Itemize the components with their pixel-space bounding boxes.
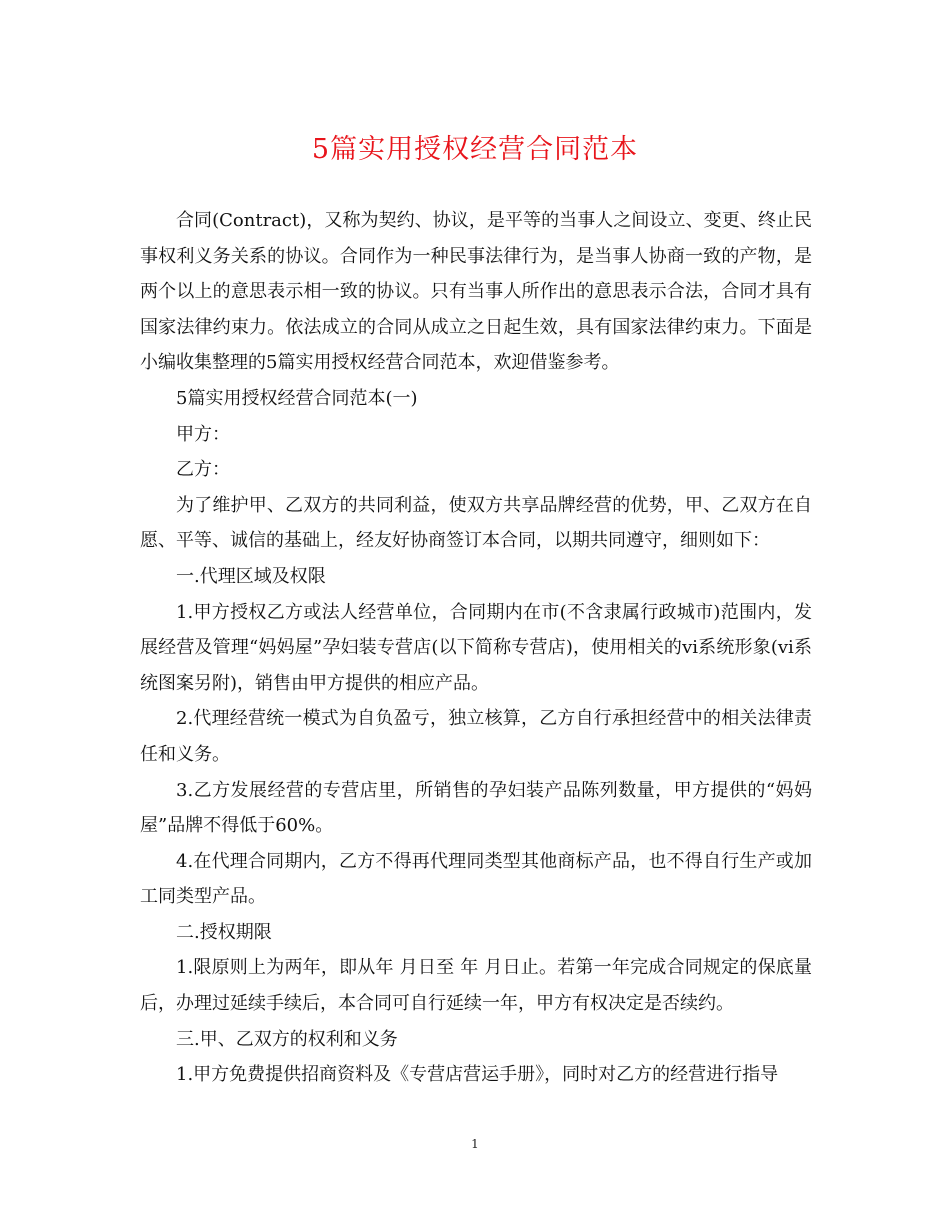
section-heading-3: 三.甲、乙双方的权利和义务: [176, 1028, 398, 1050]
paragraph-party-a: 甲方：: [176, 423, 230, 445]
clause-1-3: 3.乙方发展经营的专营店里，所销售的孕妇装产品陈列数量，甲方提供的“妈妈屋”品牌不得低于60%。: [140, 779, 812, 837]
document-body: [140, 203, 812, 1093]
clause-2-1: 1.限原则上为两年，即从年 月日至 年 月日止。若第一年完成合同规定的保底量后，办理过延续手续后，本合同可自行延续一年，甲方有权决定是否续约。: [140, 957, 812, 1015]
clause-3-1: 1.甲方免费提供招商资料及《专营店营运手册》，同时对乙方的经营进行指导: [176, 1064, 779, 1086]
paragraph-preamble: 为了维护甲、乙双方的共同利益，使双方共享品牌经营的优势，甲、乙双方在自愿、平等、诚信的基础上，经友好协商签订本合同，以期共同遵守，细则如下：: [140, 494, 812, 552]
document-title: 5篇实用授权经营合同范本: [311, 134, 639, 165]
section-heading-1: 一.代理区域及权限: [176, 565, 326, 587]
clause-1-4: 4.在代理合同期内，乙方不得再代理同类型其他商标产品，也不得自行生产或加工同类型产品。: [140, 850, 812, 908]
paragraph-intro: 合同(Contract)，又称为契约、协议，是平等的当事人之间设立、变更、终止民事权利义务关系的协议。合同作为一种民事法律行为，是当事人协商一致的产物，是两个以上的意思表示相一致的协议。只有当事人所作出的意思表示合法，合同才具有国家法律约束力。依法成立的合同从成立之日起生效，具有国家法律约束力。下面是小编收集整理的5篇实用授权经营合同范本，欢迎借鉴参考。: [140, 210, 812, 374]
section-heading-2: 二.授权期限: [176, 921, 272, 943]
clause-1-1: 1.甲方授权乙方或法人经营单位，合同期内在市(不含隶属行政城市)范围内，发展经营及管理“妈妈屋”孕妇装专营店(以下简称专营店)，使用相关的vi系统形象(vi系统图案另附)，销售由甲方提供的相应产品。: [140, 601, 812, 694]
page-number: 1: [471, 1137, 479, 1151]
paragraph-party-b: 乙方：: [176, 459, 230, 481]
clause-1-2: 2.代理经营统一模式为自负盈亏，独立核算，乙方自行承担经营中的相关法律责任和义务。: [140, 708, 812, 765]
paragraph-contract-heading: 5篇实用授权经营合同范本(一): [176, 387, 418, 409]
